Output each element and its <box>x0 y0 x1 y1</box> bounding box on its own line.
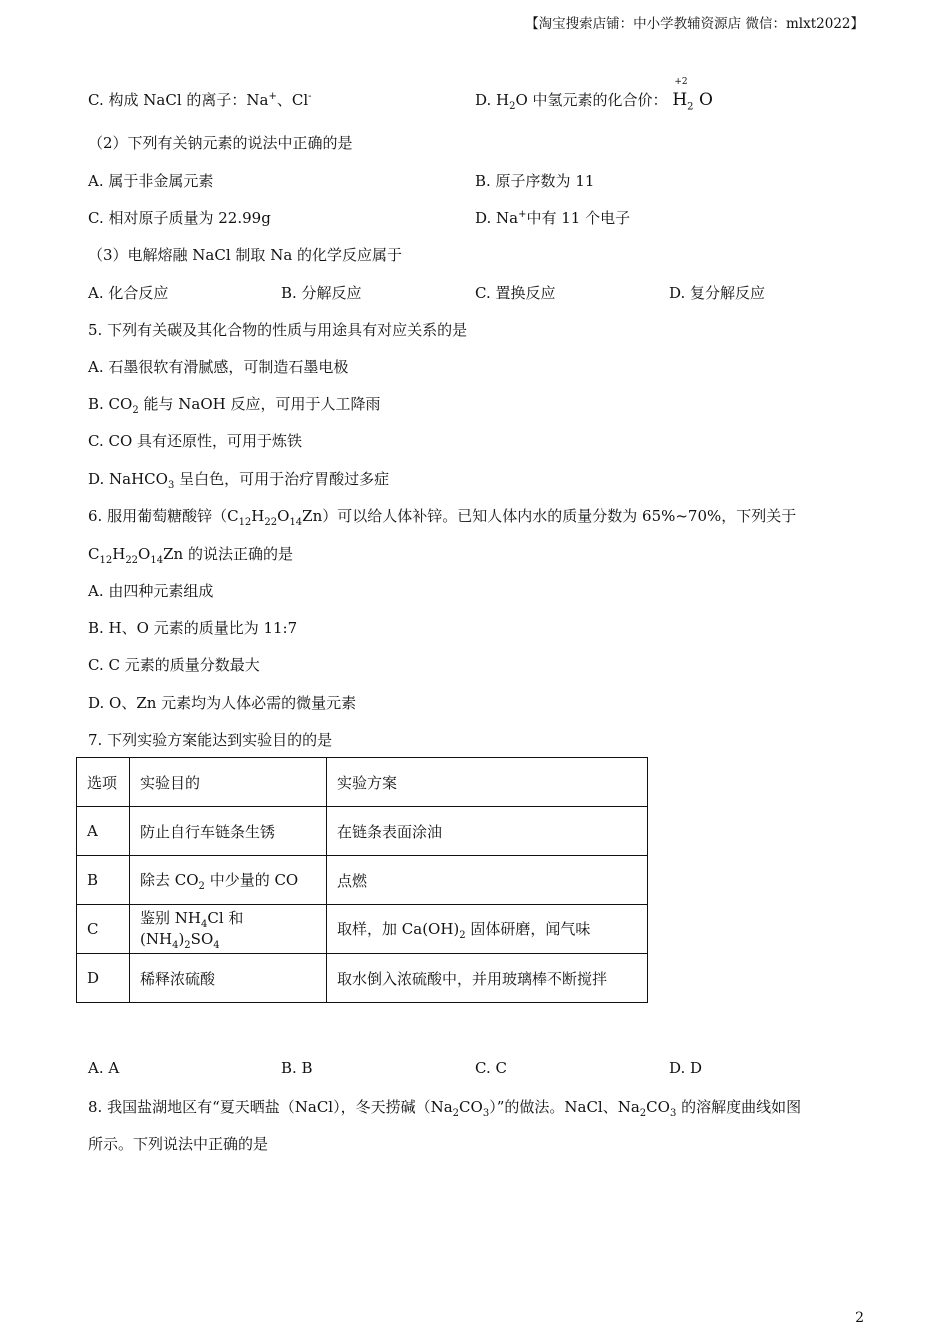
option-text: 构成 NaCl 的离子：Na <box>108 91 269 109</box>
cell-purpose <box>130 905 327 954</box>
stem-text: 8. 我国盐湖地区有“夏天晒盐（NaCl），冬天捞碱（Na <box>88 1098 453 1116</box>
q4-option-d <box>475 77 713 113</box>
q5-option-d <box>88 468 389 491</box>
q4-sub3-a: A. 化合反应 <box>88 284 169 302</box>
cell-option: D <box>77 954 130 1003</box>
q4-sub3-b: B. 分解反应 <box>281 284 362 302</box>
subscript: 22 <box>125 555 139 566</box>
option-text: D. NaHCO <box>88 470 168 488</box>
cell-plan: 在链条表面涂油 <box>327 807 648 856</box>
subscript: 14 <box>150 555 164 566</box>
stem-text: Zn）可以给人体补锌。已知人体内水的质量分数为 65%~70%，下列关于 <box>302 507 797 525</box>
table-row <box>77 954 648 1003</box>
q5-option-a: A. 石墨很软有滑腻感，可制造石墨电极 <box>88 358 349 376</box>
valence-mark: +2 <box>674 77 688 87</box>
option-text: 呈白色，可用于治疗胃酸过多症 <box>174 470 390 488</box>
q5-option-b <box>88 393 380 416</box>
subscript: 4 <box>172 940 179 951</box>
table-row <box>77 807 648 856</box>
q4-option-c <box>88 89 312 110</box>
superscript: + <box>518 209 527 220</box>
cell-option: A <box>77 807 130 856</box>
stem-text: H <box>112 545 126 563</box>
subscript: 3 <box>482 1108 490 1119</box>
option-label: C. <box>88 91 104 109</box>
q6-option-c: C. C 元素的质量分数最大 <box>88 656 260 674</box>
q4-sub2-b: B. 原子序数为 11 <box>475 172 595 190</box>
formula-part: O <box>698 90 713 110</box>
q4-sub2-stem: （2）下列有关钠元素的说法中正确的是 <box>88 134 353 152</box>
q8-stem-line2: 所示。下列说法中正确的是 <box>88 1135 269 1153</box>
subscript: 22 <box>264 517 278 528</box>
option-text: O 中氢元素的化合价： <box>515 91 668 109</box>
q5-option-c: C. CO 具有还原性，可用于炼铁 <box>88 432 303 450</box>
q4-sub3-c: C. 置换反应 <box>475 284 556 302</box>
subscript: 14 <box>289 517 303 528</box>
cell-plan: 取水倒入浓硫酸中，并用玻璃棒不断搅拌 <box>327 954 648 1003</box>
header-option: 选项 <box>77 758 130 807</box>
table-header-row <box>77 758 648 807</box>
cell-option: B <box>77 856 130 905</box>
q6-option-a: A. 由四种元素组成 <box>88 582 214 600</box>
option-text: B. CO <box>88 395 133 413</box>
q4-sub2-c: C. 相对原子质量为 22.99g <box>88 209 271 227</box>
cell-text: 除去 CO <box>140 870 199 889</box>
subscript: 12 <box>99 555 113 566</box>
cell-text: Cl 和(NH <box>140 909 244 948</box>
q7-stem: 7. 下列实验方案能达到实验目的的是 <box>88 731 333 749</box>
subscript: 2 <box>639 1108 647 1119</box>
subscript: 2 <box>198 880 205 892</box>
subscript: 4 <box>213 940 220 951</box>
q5-stem: 5. 下列有关碳及其化合物的性质与用途具有对应关系的是 <box>88 321 468 339</box>
q4-sub3-d: D. 复分解反应 <box>669 284 766 302</box>
stem-text: C <box>88 545 100 563</box>
formula-part: H <box>672 90 688 110</box>
q7-option-b: B. B <box>281 1059 313 1077</box>
option-text: D. H <box>475 91 510 109</box>
cell-purpose: 稀释浓硫酸 <box>130 954 327 1003</box>
stem-text: O <box>138 545 151 563</box>
q7-option-c: C. C <box>475 1059 507 1077</box>
subscript: 2 <box>452 1108 460 1119</box>
subscript: 2 <box>687 101 694 113</box>
subscript: 3 <box>167 480 175 491</box>
q6-stem-line2 <box>88 543 293 566</box>
cell-text: 取样，加 Ca(OH) <box>337 919 460 938</box>
stem-text: ）”的做法。NaCl、Na <box>489 1098 640 1116</box>
table-row <box>77 856 648 905</box>
subscript: 4 <box>200 919 208 930</box>
q6-option-b: B. H、O 元素的质量比为 11:7 <box>88 619 298 637</box>
page-number: 2 <box>855 1310 864 1326</box>
option-text: 、Cl <box>276 91 309 109</box>
cell-purpose: 防止自行车链条生锈 <box>130 807 327 856</box>
experiment-table <box>76 757 648 1003</box>
subscript: 2 <box>132 405 139 416</box>
q4-sub2-a: A. 属于非金属元素 <box>88 172 214 190</box>
subscript: 2 <box>509 101 516 112</box>
header-purpose: 实验目的 <box>130 758 327 807</box>
option-text: 能与 NaOH 反应，可用于人工降雨 <box>138 395 381 413</box>
cell-text: ) <box>178 930 185 948</box>
stem-text: H <box>251 507 265 525</box>
q7-option-d: D. D <box>669 1059 703 1077</box>
q4-sub2-d <box>475 207 630 228</box>
stem-text: Zn 的说法正确的是 <box>163 545 293 563</box>
page-header: 【淘宝搜索店铺：中小学教辅资源店 微信：mlxt2022】 <box>525 16 864 32</box>
cell-text: 固体研磨，闻气味 <box>465 919 591 938</box>
cell-text: SO <box>190 930 214 948</box>
superscript: + <box>268 91 277 102</box>
stem-text: CO <box>646 1098 670 1116</box>
cell-option: C <box>77 905 130 954</box>
subscript: 12 <box>238 517 252 528</box>
cell-text: 鉴别 NH <box>140 909 201 927</box>
stem-text: 6. 服用葡萄糖酸锌（C <box>88 507 239 525</box>
subscript: 2 <box>459 929 466 941</box>
cell-plan <box>327 905 648 954</box>
cell-purpose <box>130 856 327 905</box>
table-row <box>77 905 648 954</box>
valence-formula <box>672 77 713 113</box>
cell-text: 中少量的 CO <box>204 870 299 889</box>
q7-option-a: A. A <box>88 1059 120 1077</box>
q4-sub3-stem: （3）电解熔融 NaCl 制取 Na 的化学反应属于 <box>88 246 403 264</box>
subscript: 2 <box>184 940 191 951</box>
q6-stem <box>88 505 796 528</box>
q6-option-d: D. O、Zn 元素均为人体必需的微量元素 <box>88 694 357 712</box>
stem-text: O <box>277 507 290 525</box>
header-plan: 实验方案 <box>327 758 648 807</box>
stem-text: CO <box>459 1098 483 1116</box>
option-text: 中有 11 个电子 <box>526 209 631 227</box>
superscript: - <box>308 91 312 102</box>
option-text: D. Na <box>475 209 519 227</box>
stem-text: 的溶解度曲线如图 <box>676 1098 802 1116</box>
cell-plan: 点燃 <box>327 856 648 905</box>
subscript: 3 <box>669 1108 677 1119</box>
q8-stem <box>88 1096 801 1119</box>
